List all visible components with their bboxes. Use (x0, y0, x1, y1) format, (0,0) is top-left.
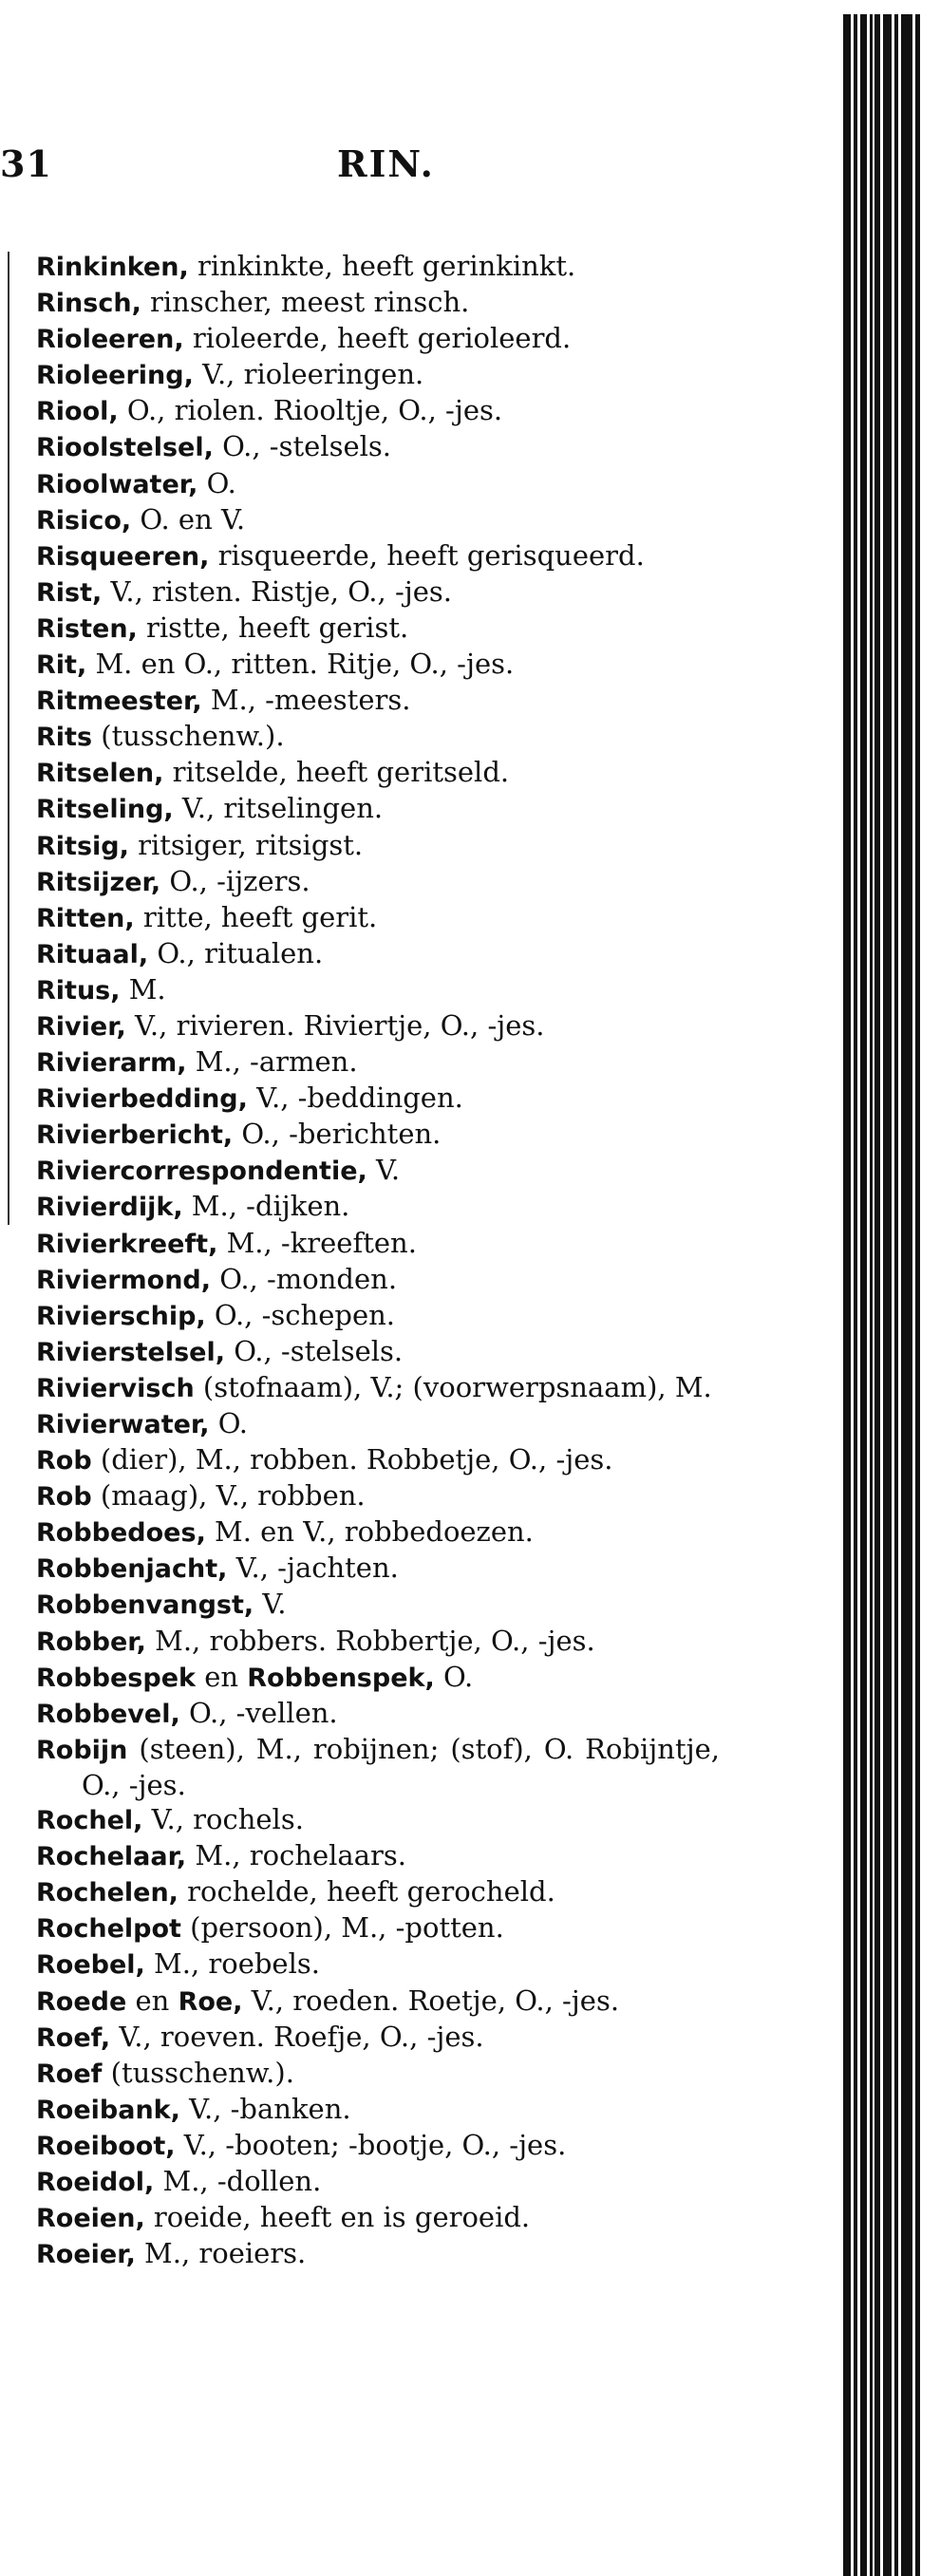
entry-headword: Riviervisch (36, 1373, 195, 1403)
dictionary-entry (36, 1442, 720, 1478)
entry-definition: M., robbers. Robbertje, O., -jes. (155, 1624, 595, 1657)
entry-definition: ritte, heeft gerit. (142, 900, 378, 933)
dictionary-entry (36, 1189, 720, 1225)
entry-headword: Rivierkreeft, (36, 1229, 218, 1259)
entry-headword: Robbevel, (36, 1699, 180, 1729)
entry-headword: Rochelen, (36, 1878, 179, 1908)
entry-headword: Rivierwater, (36, 1410, 210, 1439)
entry-definition: ristte, heeft gerist. (146, 611, 409, 644)
dictionary-entry (36, 1153, 720, 1189)
dictionary-entry (36, 1660, 720, 1696)
entry-headword: Roebel, (36, 1950, 145, 1981)
dictionary-entry (36, 1370, 720, 1406)
entry-headword: Rivierschip, (36, 1301, 206, 1331)
dictionary-entry (36, 900, 720, 936)
entry-definition: en (204, 1660, 239, 1693)
edge-bar (860, 14, 867, 2576)
dictionary-entry (36, 1478, 720, 1514)
entry-headword: Robbespek (36, 1663, 196, 1693)
edge-bar (901, 14, 912, 2576)
entry-headword: Rit, (36, 650, 87, 681)
entry-definition: en (135, 1984, 170, 2017)
entry-headword: Ritus, (36, 975, 121, 1006)
entry-headword: Rob (36, 1446, 92, 1476)
entry-definition: O., riolen. Riooltje, O., -jes. (126, 394, 503, 427)
entry-headword: Robbedoes, (36, 1518, 206, 1549)
dictionary-entry (36, 574, 720, 611)
entry-definition: O., -ijzers. (169, 864, 310, 897)
entry-headword: Rioleeren, (36, 325, 184, 355)
dictionary-entry (36, 1262, 720, 1298)
entry-definition: M., -armen. (195, 1045, 358, 1079)
entry-definition: V., rivieren. Riviertje, O., -jes. (135, 1008, 545, 1042)
entry-definition: (tusschenw.). (101, 720, 285, 753)
entry-headword: Rits (36, 723, 93, 753)
entry-headword: Robijn (36, 1735, 128, 1765)
entry-headword: Rochelaar, (36, 1842, 187, 1872)
entry-headword: Roeiboot, (36, 2131, 176, 2161)
entry-definition: ritsiger, ritsigst. (138, 828, 364, 861)
entry-definition: M., roeiers. (144, 2237, 307, 2270)
entry-definition: O., -stelsels. (222, 430, 391, 463)
entry-definition: O., ritualen. (157, 936, 324, 969)
entry-definition: (dier), M., robben. Robbetje, O., -jes. (100, 1443, 613, 1476)
dictionary-entry (36, 1732, 720, 1802)
entry-headword: Risico, (36, 505, 132, 536)
dictionary-entry (36, 1838, 720, 1874)
page-number: 31 (0, 142, 52, 185)
dictionary-entry (36, 285, 720, 321)
entry-headword: Rivierdijk, (36, 1193, 183, 1223)
entry-definition: risqueerde, heeft gerisqueerd. (217, 538, 645, 572)
dictionary-entry (36, 936, 720, 972)
dictionary-entry (36, 357, 720, 393)
entry-headword: Risten, (36, 613, 138, 644)
entry-definition: O., -stelsels. (234, 1334, 404, 1367)
dictionary-entry (36, 1044, 720, 1081)
entry-definition: M., -kreeften. (226, 1226, 417, 1259)
edge-bars (843, 14, 938, 2576)
entry-definition: rinscher, meest rinsch. (150, 286, 470, 319)
dictionary-entry (36, 1117, 720, 1153)
margin-rule (8, 252, 9, 1225)
dictionary-entry (36, 1910, 720, 1946)
entry-definition: (tusschenw.). (110, 2056, 294, 2089)
entry-headword: Ritten, (36, 903, 135, 933)
entry-headword: Roede (36, 1986, 127, 2017)
dictionary-entry (36, 2092, 720, 2128)
dictionary-entry (36, 249, 720, 285)
entry-definition: V. (376, 1154, 401, 1187)
entry-definition: (steen), M., robijnen; (stof), O. Robijntje, O., -jes. (82, 1732, 721, 1801)
entry-headword: Robber, (36, 1626, 146, 1657)
entry-headword: Rivierbericht, (36, 1120, 234, 1151)
entry-definition: M., -meesters. (210, 684, 411, 717)
entry-definition: V., -jachten. (235, 1551, 399, 1585)
dictionary-entry (36, 538, 720, 574)
dictionary-entry (36, 828, 720, 864)
dictionary-entry (36, 2020, 720, 2056)
dictionary-entry (36, 791, 720, 827)
dictionary-entry (36, 1802, 720, 1838)
dictionary-entry (36, 864, 720, 900)
entry-definition: V., roeden. Roetje, O., -jes. (251, 1984, 620, 2017)
entry-headword: Riviercorrespondentie, (36, 1156, 367, 1187)
entry-headword: Rinkinken, (36, 253, 189, 282)
dictionary-entry (36, 972, 720, 1008)
entry-definition: V., risten. Ristje, O., -jes. (110, 574, 452, 608)
dictionary-entry (36, 1514, 720, 1551)
entry-headword: Robbenspek, (247, 1663, 435, 1693)
entry-headword: Robbenvangst, (36, 1590, 254, 1621)
entry-headword: Roe, (178, 1986, 243, 2017)
entry-headword: Rioolstelsel, (36, 433, 214, 463)
entry-definition: V., roeven. Roefje, O., -jes. (119, 2020, 484, 2053)
dictionary-entry (36, 1334, 720, 1370)
entry-definition: V., ritselingen. (181, 792, 384, 825)
entry-definition: M., -dijken. (191, 1190, 350, 1223)
entry-headword: Riviermond, (36, 1265, 212, 1295)
entry-definition: (maag), V., robben. (100, 1479, 366, 1513)
dictionary-entry (36, 429, 720, 465)
entry-definition: rioleerde, heeft gerioleerd. (192, 322, 572, 355)
entry-headword: Roef (36, 2059, 103, 2089)
entry-definition: O. (442, 1660, 474, 1693)
entry-definition: V., -booten; -bootje, O., -jes. (183, 2128, 567, 2161)
entry-headword: Ritsijzer, (36, 867, 161, 897)
dictionary-entry (36, 647, 720, 683)
entry-definition: ritselde, heeft geritseld. (172, 756, 510, 789)
dictionary-entry (36, 1696, 720, 1732)
dictionary-entries (36, 249, 720, 2272)
entry-definition: O., -vellen. (188, 1696, 338, 1729)
entry-definition: M., roebels. (154, 1947, 320, 1981)
dictionary-entry (36, 1551, 720, 1587)
entry-headword: Roeidol, (36, 2167, 155, 2197)
entry-definition: V., -beddingen. (256, 1081, 463, 1115)
entry-headword: Rivier, (36, 1011, 126, 1042)
dictionary-entry (36, 1226, 720, 1262)
entry-definition: (stofnaam), V.; (voorwerpsnaam), M. (202, 1370, 712, 1403)
edge-bar (915, 14, 920, 2576)
edge-bar (883, 14, 892, 2576)
dictionary-entry (36, 1946, 720, 1983)
entry-definition: O. (217, 1407, 249, 1439)
dictionary-entry (36, 321, 720, 357)
entry-headword: Rist, (36, 577, 103, 608)
dictionary-entry (36, 1406, 720, 1442)
entry-headword: Rob (36, 1482, 92, 1513)
dictionary-entry (36, 2236, 720, 2272)
dictionary-entry (36, 1624, 720, 1660)
dictionary-entry (36, 2056, 720, 2092)
entry-headword: Rochel, (36, 1806, 143, 1836)
dictionary-entry (36, 1587, 720, 1623)
entry-headword: Rivierarm, (36, 1048, 187, 1079)
dictionary-entry (36, 2164, 720, 2200)
entry-headword: Ritmeester, (36, 686, 202, 717)
entry-headword: Rioleering, (36, 361, 194, 391)
dictionary-entry (36, 1081, 720, 1117)
dictionary-entry (36, 502, 720, 538)
entry-definition: V. (262, 1588, 287, 1621)
entry-definition: O., -monden. (219, 1262, 398, 1295)
entry-headword: Robbenjacht, (36, 1554, 228, 1585)
entry-definition: M. en O., ritten. Ritje, O., -jes. (95, 648, 515, 681)
entry-headword: Rituaal, (36, 939, 149, 969)
entry-definition: M., -dollen. (162, 2164, 322, 2197)
dictionary-entry (36, 755, 720, 791)
dictionary-entry (36, 1298, 720, 1334)
entry-definition: V., rioleeringen. (202, 358, 424, 391)
dictionary-entry (36, 1008, 720, 1044)
entry-definition: rinkinkte, heeft gerinkinkt. (197, 250, 576, 282)
entry-definition: O. en V. (140, 502, 246, 536)
dictionary-entry (36, 2128, 720, 2164)
dictionary-entry (36, 393, 720, 429)
entry-headword: Roeien, (36, 2204, 145, 2234)
entry-headword: Risqueeren, (36, 541, 210, 572)
dictionary-entry (36, 1874, 720, 1910)
entry-headword: Rivierstelsel, (36, 1337, 225, 1367)
entry-headword: Rinsch, (36, 289, 141, 319)
dictionary-entry (36, 466, 720, 502)
entry-headword: Ritselen, (36, 759, 164, 789)
entry-headword: Roeier, (36, 2240, 136, 2270)
entry-headword: Rochelpot (36, 1914, 181, 1945)
entry-definition: O., -schepen. (214, 1298, 396, 1331)
entry-definition: V., -banken. (189, 2092, 351, 2125)
entry-headword: Rivierbedding, (36, 1084, 248, 1115)
entry-headword: Ritseling, (36, 795, 174, 825)
entry-definition: M. (128, 972, 166, 1006)
entry-headword: Ritsig, (36, 831, 129, 861)
entry-definition: rochelde, heeft gerocheld. (187, 1875, 555, 1908)
entry-definition: M., rochelaars. (195, 1839, 406, 1872)
entry-definition: V., rochels. (151, 1803, 304, 1836)
dictionary-entry (36, 1984, 720, 2020)
dictionary-entry (36, 719, 720, 755)
entry-headword: Rioolwater, (36, 469, 198, 499)
dictionary-entry (36, 683, 720, 719)
entry-definition: M. en V., robbedoezen. (215, 1515, 534, 1549)
entry-definition: O., -berichten. (241, 1118, 442, 1151)
entry-headword: Roef, (36, 2022, 111, 2053)
entry-definition: roeide, heeft en is geroeid. (153, 2201, 531, 2234)
dictionary-entry (36, 611, 720, 647)
entry-definition: O. (206, 466, 236, 499)
entry-headword: Riool, (36, 397, 119, 427)
edge-bar (843, 14, 851, 2576)
running-head: RIN. (337, 142, 435, 185)
dictionary-entry (36, 2200, 720, 2236)
entry-headword: Roeibank, (36, 2095, 180, 2125)
entry-definition: (persoon), M., -potten. (190, 1911, 504, 1945)
